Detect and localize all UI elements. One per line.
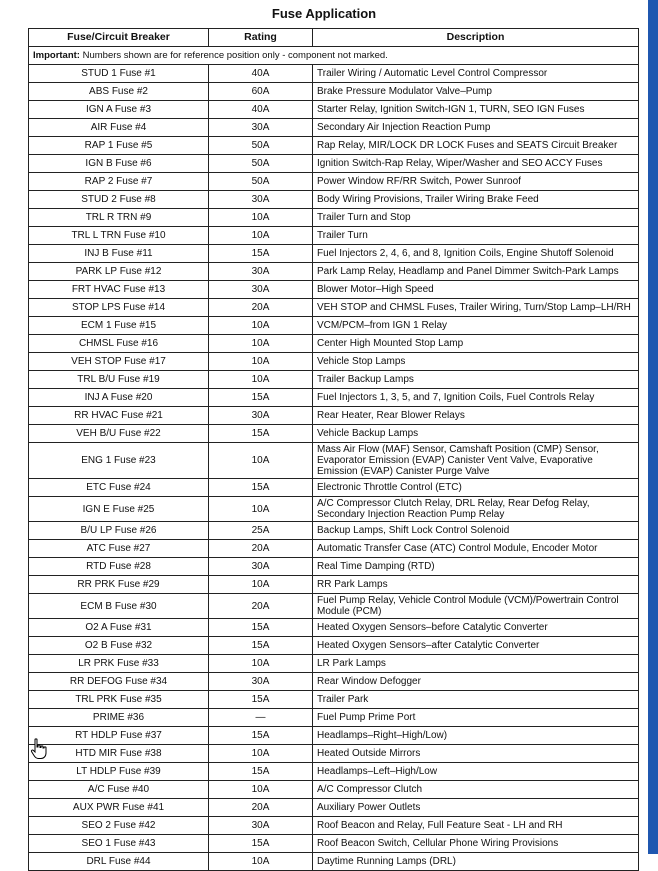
fuse-rating: 10A bbox=[209, 209, 313, 227]
fuse-rating: 40A bbox=[209, 65, 313, 83]
fuse-description: A/C Compressor Clutch bbox=[313, 781, 639, 799]
table-row bbox=[29, 155, 639, 173]
fuse-rating: 10A bbox=[209, 853, 313, 871]
fuse-name: RAP 1 Fuse #5 bbox=[29, 137, 209, 155]
fuse-name: A/C Fuse #40 bbox=[29, 781, 209, 799]
fuse-name: INJ B Fuse #11 bbox=[29, 245, 209, 263]
fuse-rating: 40A bbox=[209, 101, 313, 119]
fuse-rating: 10A bbox=[209, 497, 313, 522]
fuse-description: Fuel Injectors 2, 4, 6, and 8, Ignition Coils, Engine Shutoff Solenoid bbox=[313, 245, 639, 263]
fuse-description: Blower Motor–High Speed bbox=[313, 281, 639, 299]
header-fuse: Fuse/Circuit Breaker bbox=[29, 29, 209, 47]
fuse-rating: 50A bbox=[209, 155, 313, 173]
table-row bbox=[29, 425, 639, 443]
fuse-rating: 50A bbox=[209, 173, 313, 191]
table-row bbox=[29, 389, 639, 407]
fuse-description: Real Time Damping (RTD) bbox=[313, 558, 639, 576]
fuse-name: RR PRK Fuse #29 bbox=[29, 576, 209, 594]
fuse-description: Headlamps–Right–High/Low) bbox=[313, 727, 639, 745]
fuse-description: Heated Oxygen Sensors–before Catalytic Converter bbox=[313, 619, 639, 637]
fuse-name: LR PRK Fuse #33 bbox=[29, 655, 209, 673]
fuse-description: Power Window RF/RR Switch, Power Sunroof bbox=[313, 173, 639, 191]
table-row bbox=[29, 173, 639, 191]
fuse-rating: 15A bbox=[209, 425, 313, 443]
fuse-rating: 20A bbox=[209, 594, 313, 619]
table-row bbox=[29, 691, 639, 709]
fuse-rating: 10A bbox=[209, 576, 313, 594]
fuse-description: Vehicle Backup Lamps bbox=[313, 425, 639, 443]
table-row bbox=[29, 763, 639, 781]
fuse-name: AIR Fuse #4 bbox=[29, 119, 209, 137]
fuse-description: Roof Beacon and Relay, Full Feature Seat - LH and RH bbox=[313, 817, 639, 835]
fuse-name: PRIME #36 bbox=[29, 709, 209, 727]
fuse-name: IGN E Fuse #25 bbox=[29, 497, 209, 522]
fuse-rating: 10A bbox=[209, 227, 313, 245]
fuse-name: B/U LP Fuse #26 bbox=[29, 522, 209, 540]
fuse-description: Auxiliary Power Outlets bbox=[313, 799, 639, 817]
fuse-name: VEH STOP Fuse #17 bbox=[29, 353, 209, 371]
fuse-name: ABS Fuse #2 bbox=[29, 83, 209, 101]
fuse-rating: 20A bbox=[209, 799, 313, 817]
table-row bbox=[29, 353, 639, 371]
fuse-description: Brake Pressure Modulator Valve–Pump bbox=[313, 83, 639, 101]
fuse-rating: 30A bbox=[209, 817, 313, 835]
table-row bbox=[29, 727, 639, 745]
fuse-name: VEH B/U Fuse #22 bbox=[29, 425, 209, 443]
fuse-rating: 30A bbox=[209, 407, 313, 425]
fuse-description: Mass Air Flow (MAF) Sensor, Camshaft Position (CMP) Sensor, Evaporator Emission (EVAP) Canister Vent Valve, Evaporative Emission (EVAP) Canister Purge Valve bbox=[313, 443, 639, 479]
table-row bbox=[29, 594, 639, 619]
fuse-description: RR Park Lamps bbox=[313, 576, 639, 594]
fuse-rating: 15A bbox=[209, 389, 313, 407]
fuse-table bbox=[28, 28, 639, 871]
fuse-rating: 15A bbox=[209, 637, 313, 655]
fuse-name: ECM 1 Fuse #15 bbox=[29, 317, 209, 335]
fuse-description: Headlamps–Left–High/Low bbox=[313, 763, 639, 781]
fuse-name: IGN A Fuse #3 bbox=[29, 101, 209, 119]
fuse-rating: 50A bbox=[209, 137, 313, 155]
fuse-name: SEO 2 Fuse #42 bbox=[29, 817, 209, 835]
fuse-rating: 30A bbox=[209, 191, 313, 209]
fuse-name: SEO 1 Fuse #43 bbox=[29, 835, 209, 853]
fuse-rating: — bbox=[209, 709, 313, 727]
table-row bbox=[29, 335, 639, 353]
hand-cursor-icon bbox=[30, 738, 48, 760]
fuse-description: Heated Outside Mirrors bbox=[313, 745, 639, 763]
fuse-rating: 30A bbox=[209, 119, 313, 137]
fuse-description: Roof Beacon Switch, Cellular Phone Wiring Provisions bbox=[313, 835, 639, 853]
fuse-rating: 30A bbox=[209, 263, 313, 281]
table-row bbox=[29, 781, 639, 799]
fuse-description: A/C Compressor Clutch Relay, DRL Relay, Rear Defog Relay, Secondary Injection Reaction Pump Relay bbox=[313, 497, 639, 522]
fuse-description: Trailer Turn bbox=[313, 227, 639, 245]
table-row bbox=[29, 576, 639, 594]
table-row bbox=[29, 745, 639, 763]
table-row bbox=[29, 655, 639, 673]
fuse-description: VCM/PCM–from IGN 1 Relay bbox=[313, 317, 639, 335]
table-row bbox=[29, 558, 639, 576]
fuse-description: Secondary Air Injection Reaction Pump bbox=[313, 119, 639, 137]
fuse-name: INJ A Fuse #20 bbox=[29, 389, 209, 407]
fuse-rating: 10A bbox=[209, 371, 313, 389]
fuse-name: RT HDLP Fuse #37 bbox=[29, 727, 209, 745]
table-row bbox=[29, 673, 639, 691]
important-note bbox=[29, 47, 639, 65]
table-row bbox=[29, 101, 639, 119]
table-row bbox=[29, 540, 639, 558]
fuse-name: HTD MIR Fuse #38 bbox=[29, 745, 209, 763]
fuse-name: DRL Fuse #44 bbox=[29, 853, 209, 871]
table-row bbox=[29, 709, 639, 727]
fuse-name: O2 A Fuse #31 bbox=[29, 619, 209, 637]
fuse-rating: 20A bbox=[209, 540, 313, 558]
fuse-name: TRL B/U Fuse #19 bbox=[29, 371, 209, 389]
fuse-description: Center High Mounted Stop Lamp bbox=[313, 335, 639, 353]
table-row bbox=[29, 637, 639, 655]
table-row bbox=[29, 317, 639, 335]
fuse-name: STUD 1 Fuse #1 bbox=[29, 65, 209, 83]
fuse-rating: 10A bbox=[209, 317, 313, 335]
fuse-description: Fuel Injectors 1, 3, 5, and 7, Ignition Coils, Fuel Controls Relay bbox=[313, 389, 639, 407]
table-row bbox=[29, 407, 639, 425]
table-row bbox=[29, 299, 639, 317]
fuse-rating: 10A bbox=[209, 335, 313, 353]
table-row bbox=[29, 263, 639, 281]
fuse-rating: 30A bbox=[209, 673, 313, 691]
fuse-description: Rear Window Defogger bbox=[313, 673, 639, 691]
important-label: Important: bbox=[33, 50, 80, 61]
table-row bbox=[29, 619, 639, 637]
fuse-description: Body Wiring Provisions, Trailer Wiring Brake Feed bbox=[313, 191, 639, 209]
page-title: Fuse Application bbox=[271, 6, 377, 21]
fuse-name: ETC Fuse #24 bbox=[29, 479, 209, 497]
fuse-name: ECM B Fuse #30 bbox=[29, 594, 209, 619]
table-row bbox=[29, 835, 639, 853]
table-row bbox=[29, 83, 639, 101]
fuse-rating: 15A bbox=[209, 619, 313, 637]
fuse-rating: 15A bbox=[209, 245, 313, 263]
header-description: Description bbox=[313, 29, 639, 47]
fuse-name: STUD 2 Fuse #8 bbox=[29, 191, 209, 209]
fuse-description: Trailer Turn and Stop bbox=[313, 209, 639, 227]
fuse-rating: 30A bbox=[209, 558, 313, 576]
fuse-rating: 10A bbox=[209, 655, 313, 673]
fuse-description: Vehicle Stop Lamps bbox=[313, 353, 639, 371]
fuse-name: RTD Fuse #28 bbox=[29, 558, 209, 576]
table-row bbox=[29, 227, 639, 245]
fuse-description: Trailer Wiring / Automatic Level Control Compressor bbox=[313, 65, 639, 83]
fuse-name: O2 B Fuse #32 bbox=[29, 637, 209, 655]
fuse-description: Park Lamp Relay, Headlamp and Panel Dimmer Switch-Park Lamps bbox=[313, 263, 639, 281]
fuse-name: ENG 1 Fuse #23 bbox=[29, 443, 209, 479]
header-rating: Rating bbox=[209, 29, 313, 47]
fuse-name: IGN B Fuse #6 bbox=[29, 155, 209, 173]
table-row bbox=[29, 137, 639, 155]
fuse-description: Rear Heater, Rear Blower Relays bbox=[313, 407, 639, 425]
fuse-rating: 15A bbox=[209, 691, 313, 709]
fuse-description: Fuel Pump Relay, Vehicle Control Module (VCM)/Powertrain Control Module (PCM) bbox=[313, 594, 639, 619]
fuse-rating: 15A bbox=[209, 835, 313, 853]
fuse-name: AUX PWR Fuse #41 bbox=[29, 799, 209, 817]
fuse-description: Backup Lamps, Shift Lock Control Solenoid bbox=[313, 522, 639, 540]
fuse-description: Starter Relay, Ignition Switch-IGN 1, TURN, SEO IGN Fuses bbox=[313, 101, 639, 119]
table-row bbox=[29, 522, 639, 540]
table-row bbox=[29, 479, 639, 497]
fuse-rating: 20A bbox=[209, 299, 313, 317]
table-row bbox=[29, 443, 639, 479]
fuse-description: Heated Oxygen Sensors–after Catalytic Converter bbox=[313, 637, 639, 655]
fuse-description: Trailer Park bbox=[313, 691, 639, 709]
fuse-description: Daytime Running Lamps (DRL) bbox=[313, 853, 639, 871]
fuse-name: TRL R TRN #9 bbox=[29, 209, 209, 227]
fuse-name: CHMSL Fuse #16 bbox=[29, 335, 209, 353]
fuse-rating: 30A bbox=[209, 281, 313, 299]
table-row bbox=[29, 817, 639, 835]
fuse-description: Fuel Pump Prime Port bbox=[313, 709, 639, 727]
table-row bbox=[29, 245, 639, 263]
fuse-name: ATC Fuse #27 bbox=[29, 540, 209, 558]
fuse-name: TRL L TRN Fuse #10 bbox=[29, 227, 209, 245]
fuse-description: Automatic Transfer Case (ATC) Control Module, Encoder Motor bbox=[313, 540, 639, 558]
fuse-name: STOP LPS Fuse #14 bbox=[29, 299, 209, 317]
important-text: Numbers shown are for reference position only - component not marked. bbox=[79, 50, 388, 61]
table-row bbox=[29, 799, 639, 817]
fuse-rating: 10A bbox=[209, 781, 313, 799]
fuse-name: FRT HVAC Fuse #13 bbox=[29, 281, 209, 299]
table-row bbox=[29, 119, 639, 137]
table-row bbox=[29, 371, 639, 389]
table-row bbox=[29, 853, 639, 871]
fuse-name: LT HDLP Fuse #39 bbox=[29, 763, 209, 781]
fuse-name: RR HVAC Fuse #21 bbox=[29, 407, 209, 425]
window-edge-bar bbox=[648, 0, 658, 854]
important-note-row bbox=[29, 47, 639, 65]
fuse-rating: 15A bbox=[209, 479, 313, 497]
fuse-rating: 15A bbox=[209, 763, 313, 781]
table-row bbox=[29, 191, 639, 209]
fuse-rating: 25A bbox=[209, 522, 313, 540]
fuse-name: TRL PRK Fuse #35 bbox=[29, 691, 209, 709]
fuse-rating: 60A bbox=[209, 83, 313, 101]
fuse-description: Electronic Throttle Control (ETC) bbox=[313, 479, 639, 497]
fuse-name: RAP 2 Fuse #7 bbox=[29, 173, 209, 191]
table-row bbox=[29, 65, 639, 83]
fuse-name: RR DEFOG Fuse #34 bbox=[29, 673, 209, 691]
fuse-rating: 15A bbox=[209, 727, 313, 745]
fuse-description: Ignition Switch-Rap Relay, Wiper/Washer and SEO ACCY Fuses bbox=[313, 155, 639, 173]
fuse-description: LR Park Lamps bbox=[313, 655, 639, 673]
table-row bbox=[29, 497, 639, 522]
table-row bbox=[29, 281, 639, 299]
fuse-rating: 10A bbox=[209, 443, 313, 479]
fuse-rating: 10A bbox=[209, 353, 313, 371]
fuse-name: PARK LP Fuse #12 bbox=[29, 263, 209, 281]
fuse-description: VEH STOP and CHMSL Fuses, Trailer Wiring, Turn/Stop Lamp–LH/RH bbox=[313, 299, 639, 317]
fuse-description: Trailer Backup Lamps bbox=[313, 371, 639, 389]
fuse-rating: 10A bbox=[209, 745, 313, 763]
table-header-row bbox=[29, 29, 639, 47]
table-row bbox=[29, 209, 639, 227]
fuse-description: Rap Relay, MIR/LOCK DR LOCK Fuses and SEATS Circuit Breaker bbox=[313, 137, 639, 155]
